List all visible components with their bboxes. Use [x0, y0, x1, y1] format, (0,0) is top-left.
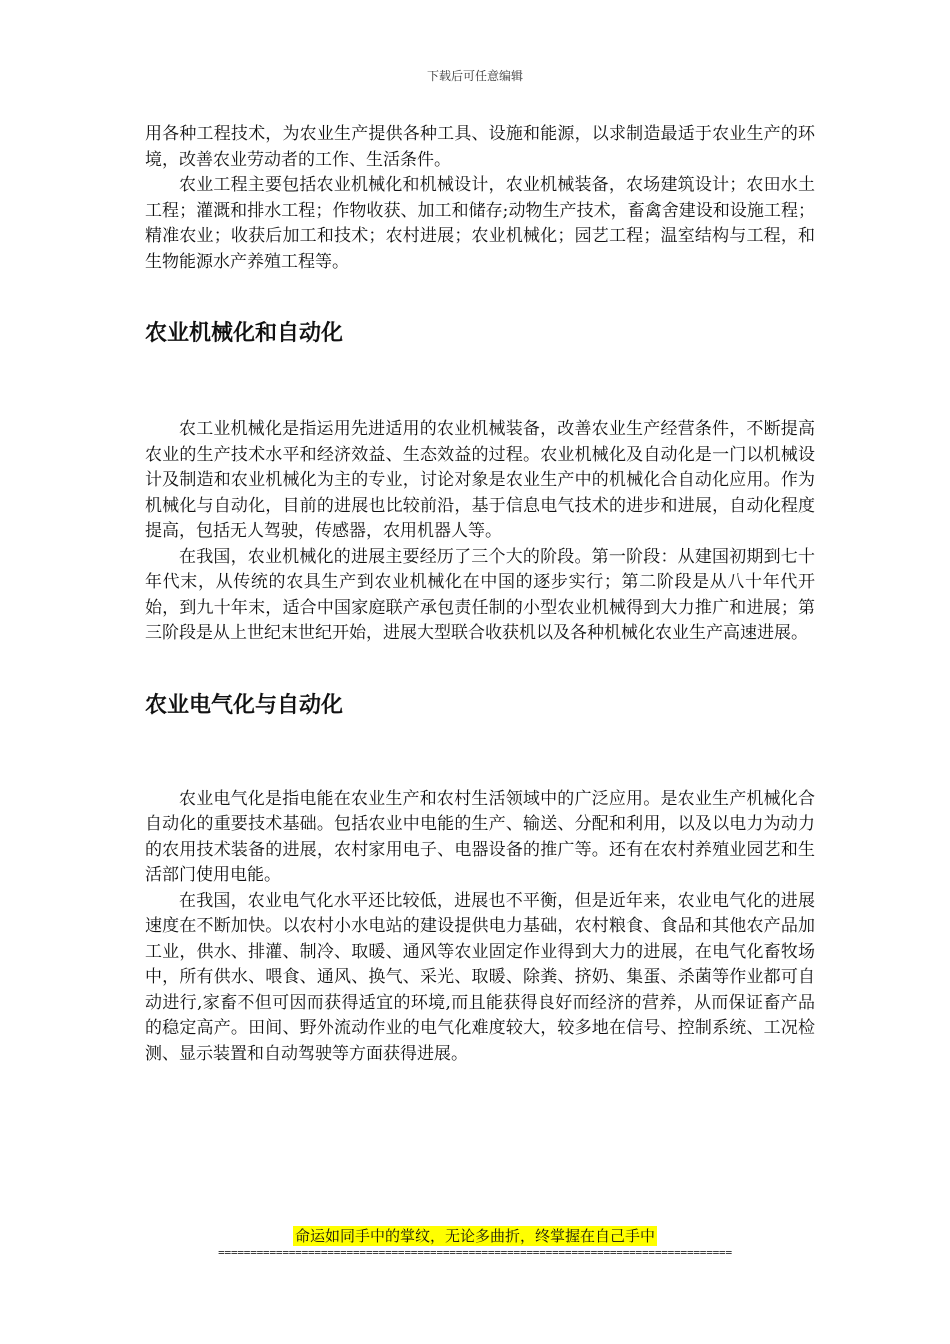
page-footer	[0, 1226, 950, 1246]
section2-paragraph-2: 在我国，农业电气化水平还比较低，进展也不平衡，但是近年来，农业电气化的进展速度在不断加快。以农村小水电站的建设提供电力基础，农村粮食、食品和其他农产品加工业，供水、排灌、制冷、取暖、通风等农业固定作业得到大力的进展，在电气化畜牧场中，所有供水、喂食、通风、换气、采光、取暖、除粪、挤奶、集蛋、杀菌等作业都可自动进行,家畜不但可因而获得适宜的环境,而且能获得良好而经济的营养，从而保证畜产品的稳定高产。田间、野外流动作业的电气化难度较大，较多地在信号、控制系统、工况检测、显示装置和自动驾驶等方面获得进展。	[145, 890, 815, 1064]
section1-paragraph-2: 在我国，农业机械化的进展主要经历了三个大的阶段。第一阶段：从建国初期到七十年代末，从传统的农具生产到农业机械化在中国的逐步实行；第二阶段是从八十年代开始，到九十年末，适合中国家庭联产承包责任制的小型农业机械得到大力推广和进展；第三阶段是从上世纪末世纪开始，进展大型联合收获机以及各种机械化农业生产高速进展。	[145, 546, 815, 643]
intro-paragraph-2: 农业工程主要包括农业机械化和机械设计，农业机械装备，农场建筑设计；农田水土工程；灌溉和排水工程；作物收获、加工和储存;动物生产技术，畜禽舍建设和设施工程；精准农业；收获后加工和技术；农村进展；农业机械化；园艺工程；温室结构与工程，和生物能源水产养殖工程等。	[145, 175, 815, 272]
section-heading-electrification: 农业电气化与自动化	[145, 692, 344, 718]
section1-paragraph-1: 农工业机械化是指运用先进适用的农业机械装备，改善农业生产经营条件，不断提高农业的生产技术水平和经济效益、生态效益的过程。农业机械化及自动化是一门以机械设计及制造和农业机械化为主的专业，讨论对象是农业生产中的机械化合自动化应用。作为机械化与自动化，目前的进展也比较前沿，基于信息电气技术的进步和进展，自动化程度提高，包括无人驾驶，传感器，农用机器人等。	[145, 419, 815, 541]
document-body	[145, 122, 815, 1067]
page-header: 下载后可任意编辑	[426, 69, 523, 83]
footer-divider: ================================================================================	[218, 1246, 732, 1259]
footer-motto: 命运如同手中的掌纹，无论多曲折，终掌握在自己手中	[294, 1227, 655, 1245]
section2-paragraph-1: 农业电气化是指电能在农业生产和农村生活领域中的广泛应用。是农业生产机械化合自动化的重要技术基础。包括农业中电能的生产、输送、分配和利用，以及以电力为动力的农用技术装备的进展，农村家用电子、电器设备的推广等。还有在农村养殖业园艺和生活部门使用电能。	[145, 788, 815, 885]
intro-paragraph-1: 用各种工程技术，为农业生产提供各种工具、设施和能源，以求制造最适于农业生产的环境，改善农业劳动者的工作、生活条件。	[145, 124, 815, 170]
section-heading-mechanization: 农业机械化和自动化	[145, 321, 344, 346]
